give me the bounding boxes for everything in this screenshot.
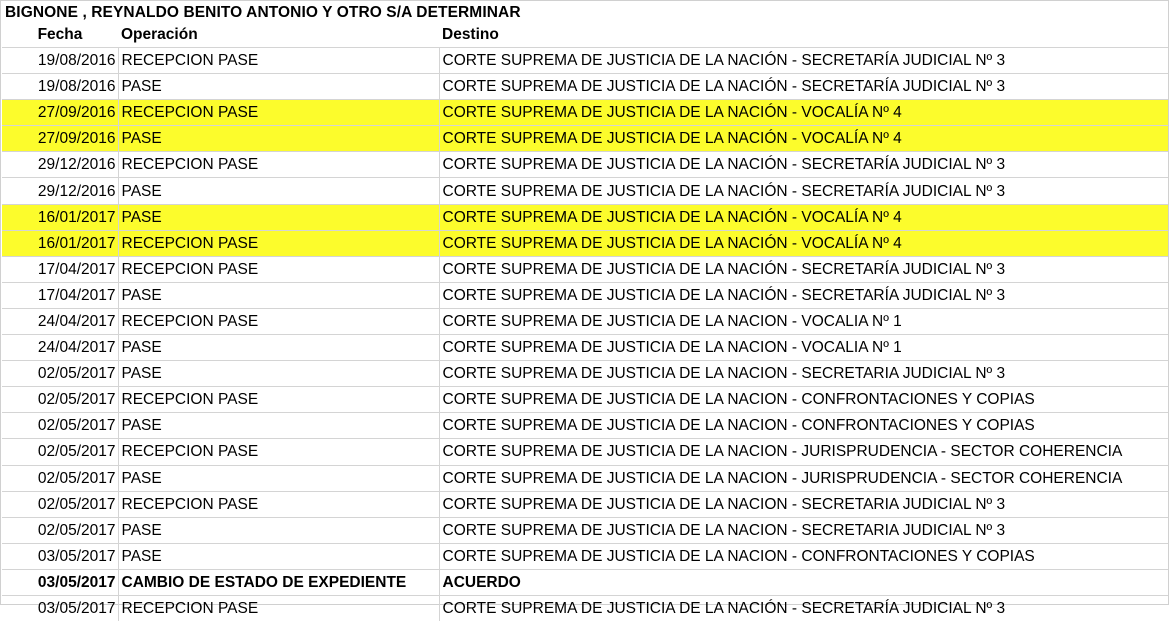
table-row [2, 491, 1168, 517]
cell-destino: CORTE SUPREMA DE JUSTICIA DE LA NACIÓN - SECRETARÍA JUDICIAL Nº 3 [439, 48, 1168, 74]
table-row [2, 256, 1168, 282]
table-row [2, 543, 1168, 569]
column-header-operacion: Operación [118, 23, 439, 48]
table-row [2, 74, 1168, 100]
table-row [2, 413, 1168, 439]
cell-destino: CORTE SUPREMA DE JUSTICIA DE LA NACIÓN - VOCALÍA Nº 4 [439, 230, 1168, 256]
column-header-fecha: Fecha [2, 23, 118, 48]
cell-operacion: PASE [118, 204, 439, 230]
cell-operacion: RECEPCION PASE [118, 491, 439, 517]
cell-fecha: 29/12/2016 [2, 152, 118, 178]
cell-destino: CORTE SUPREMA DE JUSTICIA DE LA NACIÓN - VOCALÍA Nº 4 [439, 100, 1168, 126]
cell-fecha: 17/04/2017 [2, 256, 118, 282]
cell-fecha: 02/05/2017 [2, 387, 118, 413]
table-header-row [2, 23, 1168, 48]
table-row [2, 335, 1168, 361]
cell-fecha: 17/04/2017 [2, 282, 118, 308]
cell-fecha: 24/04/2017 [2, 335, 118, 361]
cell-destino: CORTE SUPREMA DE JUSTICIA DE LA NACIÓN - SECRETARÍA JUDICIAL Nº 3 [439, 152, 1168, 178]
table-row [2, 387, 1168, 413]
table-row [2, 48, 1168, 74]
cell-destino: CORTE SUPREMA DE JUSTICIA DE LA NACION - VOCALIA Nº 1 [439, 308, 1168, 334]
cell-destino: CORTE SUPREMA DE JUSTICIA DE LA NACIÓN - SECRETARÍA JUDICIAL Nº 3 [439, 282, 1168, 308]
cell-destino: CORTE SUPREMA DE JUSTICIA DE LA NACION - SECRETARIA JUDICIAL Nº 3 [439, 361, 1168, 387]
cell-destino: CORTE SUPREMA DE JUSTICIA DE LA NACION - SECRETARIA JUDICIAL Nº 3 [439, 517, 1168, 543]
cell-fecha: 19/08/2016 [2, 74, 118, 100]
table-row [2, 465, 1168, 491]
cell-destino: CORTE SUPREMA DE JUSTICIA DE LA NACIÓN - SECRETARÍA JUDICIAL Nº 3 [439, 595, 1168, 621]
cell-fecha: 19/08/2016 [2, 48, 118, 74]
cell-destino: CORTE SUPREMA DE JUSTICIA DE LA NACIÓN - SECRETARÍA JUDICIAL Nº 3 [439, 256, 1168, 282]
cell-operacion: RECEPCION PASE [118, 230, 439, 256]
table-row [2, 308, 1168, 334]
table-row [2, 361, 1168, 387]
cell-fecha: 16/01/2017 [2, 230, 118, 256]
cell-destino: CORTE SUPREMA DE JUSTICIA DE LA NACIÓN - SECRETARÍA JUDICIAL Nº 3 [439, 74, 1168, 100]
cell-fecha: 27/09/2016 [2, 126, 118, 152]
cell-operacion: PASE [118, 74, 439, 100]
cell-operacion: PASE [118, 126, 439, 152]
cell-destino: CORTE SUPREMA DE JUSTICIA DE LA NACION - JURISPRUDENCIA - SECTOR COHERENCIA [439, 465, 1168, 491]
cell-destino: CORTE SUPREMA DE JUSTICIA DE LA NACIÓN - VOCALÍA Nº 4 [439, 126, 1168, 152]
cell-fecha: 02/05/2017 [2, 361, 118, 387]
cell-fecha: 24/04/2017 [2, 308, 118, 334]
cell-operacion: RECEPCION PASE [118, 439, 439, 465]
cell-operacion: RECEPCION PASE [118, 152, 439, 178]
cell-fecha: 29/12/2016 [2, 178, 118, 204]
cell-operacion: RECEPCION PASE [118, 308, 439, 334]
cell-operacion: RECEPCION PASE [118, 595, 439, 621]
document-title: BIGNONE , REYNALDO BENITO ANTONIO Y OTRO S/A DETERMINAR [1, 1, 1168, 23]
cell-fecha: 02/05/2017 [2, 439, 118, 465]
cell-destino: CORTE SUPREMA DE JUSTICIA DE LA NACION - CONFRONTACIONES Y COPIAS [439, 413, 1168, 439]
cell-operacion: PASE [118, 335, 439, 361]
table-row [2, 204, 1168, 230]
cell-destino: CORTE SUPREMA DE JUSTICIA DE LA NACION - CONFRONTACIONES Y COPIAS [439, 387, 1168, 413]
table-row [2, 595, 1168, 621]
table-row [2, 126, 1168, 152]
cell-destino: CORTE SUPREMA DE JUSTICIA DE LA NACION - JURISPRUDENCIA - SECTOR COHERENCIA [439, 439, 1168, 465]
cell-destino: CORTE SUPREMA DE JUSTICIA DE LA NACION - VOCALIA Nº 1 [439, 335, 1168, 361]
table-row [2, 178, 1168, 204]
cell-fecha: 03/05/2017 [2, 543, 118, 569]
cell-operacion: PASE [118, 413, 439, 439]
table-row [2, 230, 1168, 256]
table-row [2, 439, 1168, 465]
cell-fecha: 03/05/2017 [2, 595, 118, 621]
table-row [2, 152, 1168, 178]
cell-operacion: RECEPCION PASE [118, 48, 439, 74]
table-row [2, 517, 1168, 543]
cell-operacion: PASE [118, 178, 439, 204]
table-row [2, 282, 1168, 308]
cell-fecha: 02/05/2017 [2, 465, 118, 491]
cell-operacion: PASE [118, 543, 439, 569]
cell-destino: CORTE SUPREMA DE JUSTICIA DE LA NACIÓN - SECRETARÍA JUDICIAL Nº 3 [439, 178, 1168, 204]
table-row [2, 100, 1168, 126]
cell-destino: CORTE SUPREMA DE JUSTICIA DE LA NACION - SECRETARIA JUDICIAL Nº 3 [439, 491, 1168, 517]
cell-fecha: 02/05/2017 [2, 413, 118, 439]
cell-operacion: RECEPCION PASE [118, 100, 439, 126]
cell-operacion: PASE [118, 361, 439, 387]
cell-fecha: 02/05/2017 [2, 491, 118, 517]
cell-fecha: 02/05/2017 [2, 517, 118, 543]
cell-fecha: 27/09/2016 [2, 100, 118, 126]
cell-destino: CORTE SUPREMA DE JUSTICIA DE LA NACIÓN - VOCALÍA Nº 4 [439, 204, 1168, 230]
table-body [2, 48, 1168, 621]
cell-operacion: PASE [118, 282, 439, 308]
cell-operacion: CAMBIO DE ESTADO DE EXPEDIENTE [118, 569, 439, 595]
cell-destino: ACUERDO [439, 569, 1168, 595]
cell-destino: CORTE SUPREMA DE JUSTICIA DE LA NACION - CONFRONTACIONES Y COPIAS [439, 543, 1168, 569]
table-row [2, 569, 1168, 595]
cell-fecha: 16/01/2017 [2, 204, 118, 230]
cell-fecha: 03/05/2017 [2, 569, 118, 595]
cell-operacion: RECEPCION PASE [118, 387, 439, 413]
column-header-destino: Destino [439, 23, 1168, 48]
cell-operacion: PASE [118, 465, 439, 491]
cell-operacion: RECEPCION PASE [118, 256, 439, 282]
movements-table [2, 23, 1168, 621]
cell-operacion: PASE [118, 517, 439, 543]
